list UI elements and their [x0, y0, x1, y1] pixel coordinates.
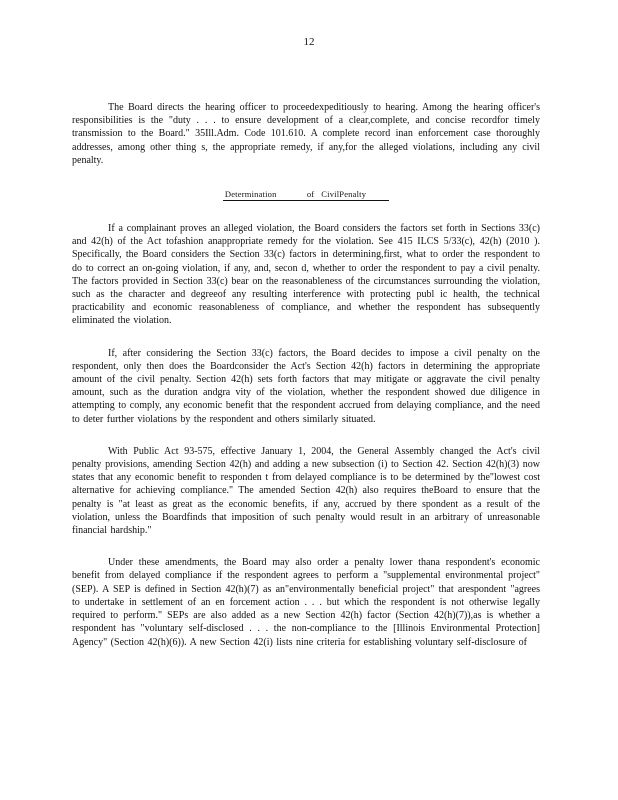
paragraph-section-42h: If, after considering the Section 33(c) factors, the Board decides to impose a civil penalty on the respondent, only then does the Boardconsider the Act's Section 42(h) factors in determining the appropriate amount of the civil penalty. Section 42(h) sets forth factors that may mitigate or aggravate the civil penalty amount, such as the duration andgra vity of the violation, whether the respondent showed due diligence in attempting to comply, any economic benefit that the respondent accrued from delaying compliance, and the need to deter further violations by the respondent and others similarly situated. — [72, 347, 540, 425]
section-heading — [223, 188, 389, 201]
heading-word-determination: Determination — [224, 189, 277, 200]
paragraph-hearing-officer: The Board directs the hearing officer to proceedexpeditiously to hearing. Among the hearing officer's responsibilities is the "duty . . . to ensure development of a clear,complete, and concise recordfor timely transmission to the Board." 35Ill.Adm. Code 101.610. A complete record inan enforcement case thoroughly addresses, among other thing s, the appropriate remedy, if any,for the alleged violations, including any civil penalty. — [72, 102, 540, 166]
paragraph-amendments-sep: Under these amendments, the Board may also order a penalty lower thana respondent's economic benefit from delayed compliance if the respondent agrees to perform a "supplemental environmental project" (SEP). A SEP is defined in Section 42(h)(7) as an"environmentally beneficial project" that arespondent "agrees to undertake in settlement of an en forcement action . . . but which the respondent is not otherwise legally required to perform." SEPs are also added as a new Section 42(h) factor (Section 42(h)(7)),as is whether a respondent has "voluntary self-disclosed . . . the non-compliance to the [Illinois Environmental Protection] Agency" (Section 42(h)(6)). A new Section 42(i) lists nine criteria for establishing voluntary self-disclosure of — [72, 557, 540, 648]
document-body — [72, 101, 540, 668]
paragraph-public-act: With Public Act 93-575, effective January 1, 2004, the General Assembly changed the Act's civil penalty provisions, amending Section 42(h) and adding a new subsection (i) to Section 42. Section 42(h)(3) now states that any economic benefit to responden t from delayed compliance is to be determined by the"lowest cost alternative for achieving compliance." The amended Section 42(h) also requires theBoard to ensure that the penalty is "at least as great as the economic benefits, if any, accrued by there spondent as a result of the violation, unless the Boardfinds that imposition of such penalty would result in an arbitrary of unreasonable financial hardship." — [72, 445, 540, 537]
section-heading-wrap — [72, 188, 540, 201]
heading-word-civil-penalty: CivilPenalty — [321, 189, 367, 200]
heading-word-of: of — [306, 189, 315, 200]
page-number: 12 — [303, 36, 315, 48]
paragraph-section-33c: If a complainant proves an alleged violation, the Board considers the factors set forth in Sections 33(c) and 42(h) of the Act tofashion anappropriate remedy for the violation. See 415 ILCS 5/33(c), 42(h) (2010 ). Specifically, the Board considers the Section 33(c) factors in determining,first, what to order the respondent to do to correct an on-going violation, if any, and, secon d, whether to order the respondent to pay a civil penalty. The factors provided in Section 33(c) bear on the reasonableness of the circumstances surrounding the violation, such as the character and degreeof any resulting interference with protecting publ ic health, the technical practicability and economic reasonableness of compliance, and whether the respondent has subsequently eliminated the violation. — [72, 223, 540, 327]
